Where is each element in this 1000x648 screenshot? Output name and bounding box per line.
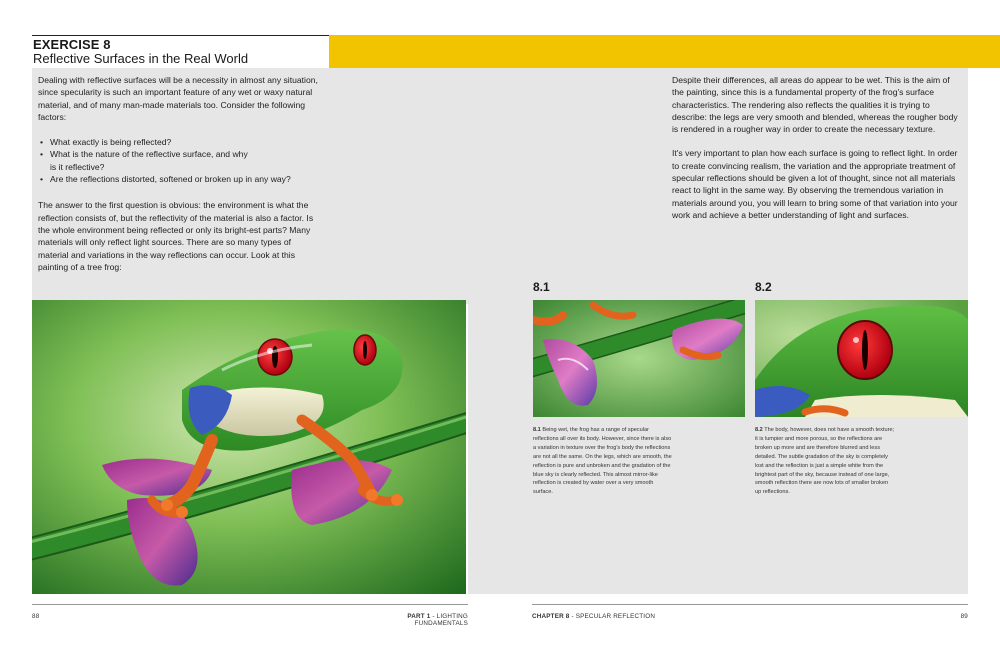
figure-8-1-caption — [533, 426, 673, 497]
header-rule — [32, 35, 329, 36]
left-page-number: 88 — [32, 613, 40, 620]
part-label: PART 1 — [407, 613, 431, 620]
figure-8-2-label: 8.2 — [755, 280, 772, 294]
caption-text: The body, however, does not have a smooth texture; it is lumpier and more porous, so the reflections are broken up more and are therefore blurred and less detailed. The subtle gradation of the sky is completely lost and the reflection is just a simple white from the brightest part of the sky, because instead of one large, smooth reflection there are now lots of smaller broken up reflections. — [755, 427, 895, 496]
figure-8-1-label: 8.1 — [533, 280, 550, 294]
list-item: • What is the nature of the reflective surface, and why is it reflective? — [38, 148, 320, 173]
footer-rule-right — [532, 604, 968, 605]
exercise-subtitle: Reflective Surfaces in the Real World — [33, 51, 249, 66]
factor-list — [38, 136, 320, 185]
figure-8-1-image — [533, 300, 745, 417]
right-body — [672, 74, 960, 221]
right-page-number: 89 — [960, 613, 968, 620]
caption-number: 8.2 — [755, 427, 763, 433]
exercise-title: EXERCISE 8 — [33, 37, 111, 52]
right-paragraph-2: It's very important to plan how each surface is going to reflect light. In order to create convincing realism, the variation and the appropriate treatment of specular reflections should be given a lot of thought, since not all materials react to light in the same way. By observing the tremendous variation in materials around you, you will learn to bring some of that variation into your work and achieve a better understanding of light and surfaces. — [672, 148, 958, 220]
right-running-footer — [532, 613, 655, 620]
right-paragraph-1: Despite their differences, all areas do appear to be wet. This is the aim of the painting, since this is a fundamental property of the frog's surface characteristics. The rendering also reflects the qualities it is trying to describe: the legs are very smooth and blended, whereas the rougher body is rendered in a rougher way in order to create the necessary texture. — [672, 75, 958, 135]
figure-8-2-image — [755, 300, 968, 417]
footer-rule-left — [32, 604, 468, 605]
part-title: - LIGHTING FUNDAMENTALS — [414, 613, 468, 627]
list-item: • What exactly is being reflected? — [38, 136, 320, 148]
left-body — [38, 74, 320, 273]
chapter-title: - SPECULAR REFLECTION — [569, 613, 656, 620]
caption-number: 8.1 — [533, 427, 541, 433]
figure-8-2-caption — [755, 426, 895, 497]
chapter-label: CHAPTER 8 — [532, 613, 570, 620]
tree-frog-painting — [32, 300, 466, 594]
list-item: • Are the reflections distorted, softened or broken up in any way? — [38, 173, 320, 185]
second-paragraph: The answer to the first question is obvious: the environment is what the reflection consists of, but the reflectivity of the material is also a factor. Is the whole environment being reflected or only its bright-est parts? Many materials will only reflect light sources. There are so many types of material and variations in the way reflections can occur. Look at this painting of a tree frog: — [38, 200, 314, 272]
caption-text: Being wet, the frog has a range of specular reflections all over its body. However, since there is also a variation in texture over the frog's body the reflections are not all the same. On the legs, which are smooth, the reflection is pure and unbroken and the gradation of the blue sky is clearly reflected. This almost mirror-like reflection is created by water over a very smooth surface. — [533, 427, 672, 496]
left-running-footer — [368, 613, 468, 627]
intro-paragraph: Dealing with reflective surfaces will be a necessity in almost any situation, since specularity is such an important feature of any wet or waxy natural material, and of many man-made materials too. Consider the following factors: — [38, 75, 318, 122]
accent-bar — [329, 35, 1000, 68]
